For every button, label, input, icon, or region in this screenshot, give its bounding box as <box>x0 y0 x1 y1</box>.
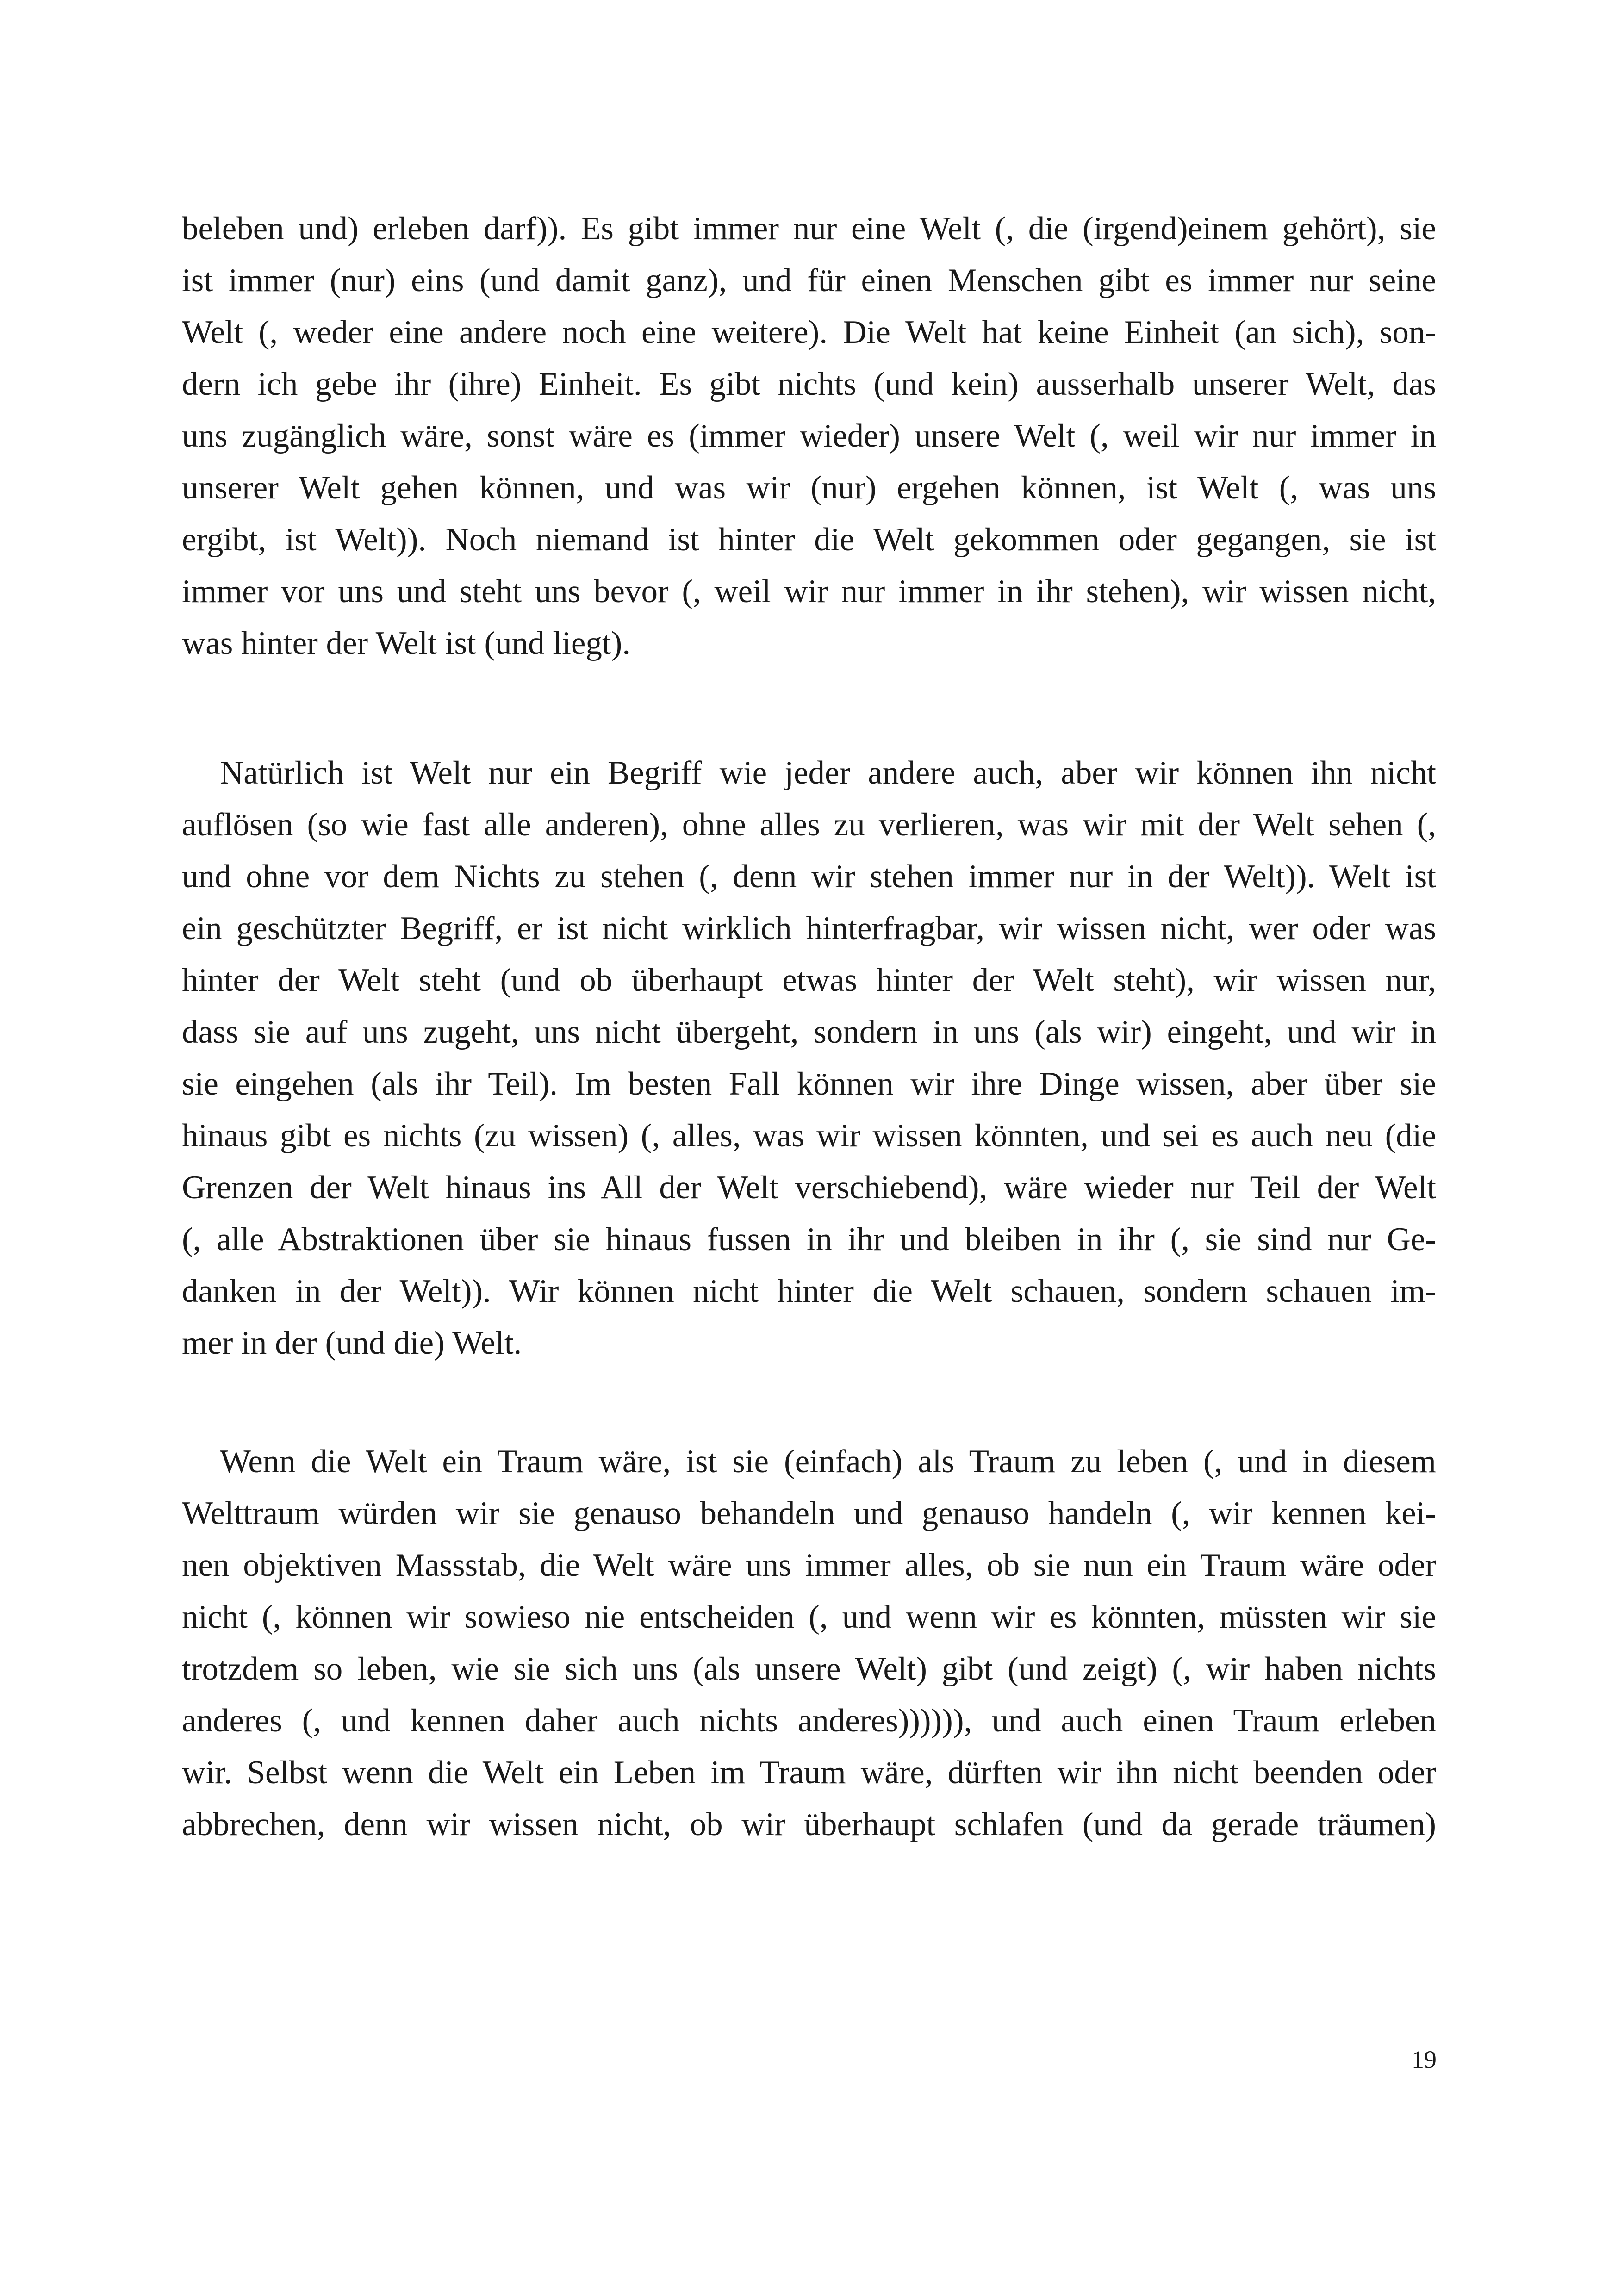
text-line: mer in der (und die) Welt. <box>182 1325 522 1361</box>
text-line: danken in der Welt)). Wir können nicht hinter die Welt schauen, sondern schauen im- <box>182 1273 1436 1309</box>
paragraph-1 <box>182 203 1436 669</box>
text-line: Welttraum würden wir sie genauso behandeln und genauso handeln (, wir kennen kei- <box>182 1495 1436 1531</box>
text-line: hinter der Welt steht (und ob überhaupt etwas hinter der Welt steht), wir wissen nur, <box>182 962 1436 998</box>
text-line: ergibt, ist Welt)). Noch niemand ist hinter die Welt gekommen oder gegangen, sie ist <box>182 522 1436 558</box>
text-line: abbrechen, denn wir wissen nicht, ob wir überhaupt schlafen (und da gerade träumen) <box>182 1806 1436 1842</box>
text-line: anderes (, und kennen daher auch nichts anderes)))))), und auch einen Traum erleben <box>182 1703 1436 1739</box>
text-line: Welt (, weder eine andere noch eine weitere). Die Welt hat keine Einheit (an sich), son- <box>182 314 1436 350</box>
text-line: Wenn die Welt ein Traum wäre, ist sie (einfach) als Traum zu leben (, und in diesem <box>220 1444 1436 1480</box>
paragraph-2 <box>182 747 1436 1369</box>
text-line: trotzdem so leben, wie sie sich uns (als unsere Welt) gibt (und zeigt) (, wir haben nichts <box>182 1651 1436 1687</box>
text-line: (, alle Abstraktionen über sie hinaus fussen in ihr und bleiben in ihr (, sie sind nur Ge- <box>182 1221 1436 1257</box>
text-line: unserer Welt gehen können, und was wir (nur) ergehen können, ist Welt (, was uns <box>182 470 1436 506</box>
text-line: uns zugänglich wäre, sonst wäre es (immer wieder) unsere Welt (, weil wir nur immer in <box>182 418 1436 454</box>
text-line: ein geschützter Begriff, er ist nicht wirklich hinterfragbar, wir wissen nicht, wer oder was <box>182 910 1436 946</box>
text-line: immer vor uns und steht uns bevor (, weil wir nur immer in ihr stehen), wir wissen nicht, <box>182 573 1436 610</box>
page-number: 19 <box>1412 2046 1437 2073</box>
text-line: nicht (, können wir sowieso nie entscheiden (, und wenn wir es könnten, müssten wir sie <box>182 1599 1436 1635</box>
text-line: hinaus gibt es nichts (zu wissen) (, alles, was wir wissen könnten, und sei es auch neu (die <box>182 1118 1436 1154</box>
text-line: Grenzen der Welt hinaus ins All der Welt verschiebend), wäre wieder nur Teil der Welt <box>182 1170 1436 1206</box>
paragraph-3 <box>182 1436 1436 1850</box>
text-line: dern ich gebe ihr (ihre) Einheit. Es gibt nichts (und kein) ausserhalb unserer Welt, das <box>182 366 1436 402</box>
text-line: sie eingehen (als ihr Teil). Im besten Fall können wir ihre Dinge wissen, aber über sie <box>182 1066 1436 1102</box>
text-line: was hinter der Welt ist (und liegt). <box>182 625 631 661</box>
text-line: ist immer (nur) eins (und damit ganz), und für einen Menschen gibt es immer nur seine <box>182 262 1436 299</box>
text-line: nen objektiven Massstab, die Welt wäre uns immer alles, ob sie nun ein Traum wäre oder <box>182 1547 1436 1583</box>
text-line: beleben und) erleben darf)). Es gibt immer nur eine Welt (, die (irgend)einem gehört), sie <box>182 211 1436 247</box>
text-line: dass sie auf uns zugeht, uns nicht übergeht, sondern in uns (als wir) eingeht, und wir in <box>182 1014 1436 1050</box>
text-line: Natürlich ist Welt nur ein Begriff wie jeder andere auch, aber wir können ihn nicht <box>220 755 1436 791</box>
text-line: wir. Selbst wenn die Welt ein Leben im Traum wäre, dürften wir ihn nicht beenden oder <box>182 1755 1436 1791</box>
text-line: und ohne vor dem Nichts zu stehen (, denn wir stehen immer nur in der Welt)). Welt ist <box>182 859 1436 895</box>
text-line: auflösen (so wie fast alle anderen), ohne alles zu verlieren, was wir mit der Welt sehen (, <box>182 807 1436 843</box>
